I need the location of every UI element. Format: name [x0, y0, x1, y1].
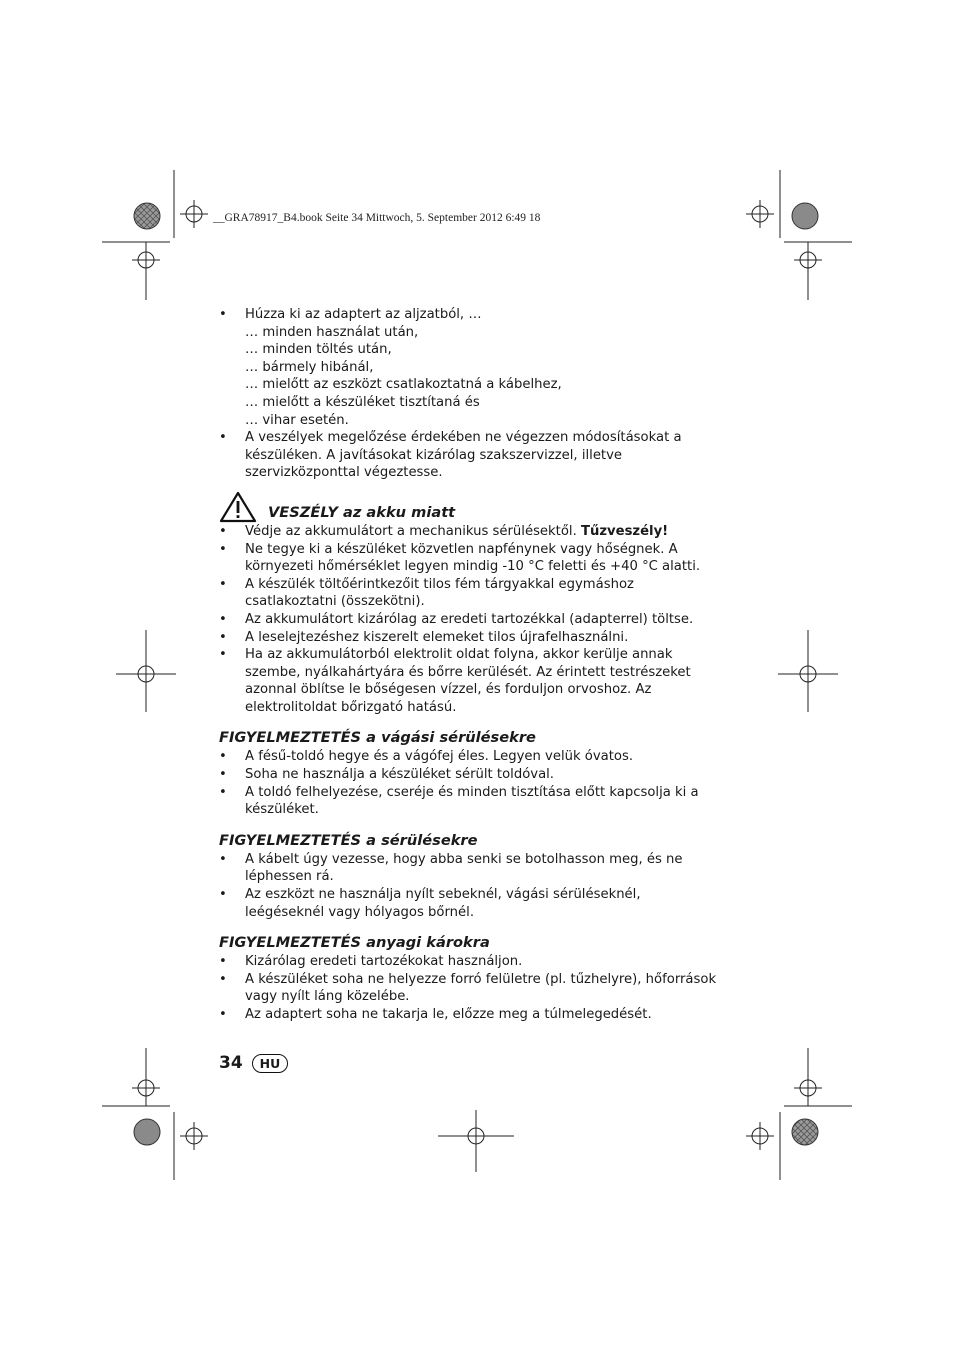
list-item: • A készüléket soha ne helyezze forró felületre (pl. tűzhelyre), hőforrások vagy nyílt láng közelébe.	[219, 971, 719, 1006]
injuries-list	[219, 851, 719, 921]
injuries-heading: FIGYELMEZTETÉS a sérülésekre	[219, 831, 478, 849]
list-item: • A készülék töltőérintkezőit tilos fém tárgyakkal egymáshoz csatlakoztatni (összekötni).	[219, 576, 719, 611]
list-item: • Ne tegye ki a készüléket közvetlen napfénynek vagy hőségnek. A környezeti hőmérséklet legyen mindig -10 °C feletti és +40 °C alatti.	[219, 541, 719, 576]
sub-line: … mielőtt a készüléket tisztítaná és	[245, 394, 480, 410]
sub-line: … bármely hibánál,	[245, 359, 374, 375]
list-item: • Ha az akkumulátorból elektrolit oldat folyna, akkor kerülje annak szembe, nyálkahártyára és bőrre kerülését. Az érintett testrészeket azonnal öblítse le bőségesen vízzel, és forduljon orvoshoz. Az elektrolitoldat bőrizgató hatású.	[219, 646, 719, 716]
sub-line: … mielőtt az eszközt csatlakoztatná a kábelhez,	[245, 377, 562, 393]
list-item: • Soha ne használja a készüléket sérült toldóval.	[219, 766, 719, 784]
list-item: • A kábelt úgy vezesse, hogy abba senki se botolhasson meg, és ne léphessen rá.	[219, 851, 719, 886]
warning-triangle-icon	[219, 491, 257, 523]
print-header-line: __GRA78917_B4.book Seite 34 Mittwoch, 5. September 2012 6:49 18	[213, 212, 541, 224]
sub-list	[245, 324, 719, 430]
list-item: • A leselejtezéshez kiszerelt elemeket tilos újrafelhasználni.	[219, 629, 719, 647]
list-item: • A fésű-toldó hegye és a vágófej éles. Legyen velük óvatos.	[219, 748, 719, 766]
sub-line: … minden töltés után,	[245, 342, 392, 358]
list-item	[219, 523, 719, 541]
cuts-heading: FIGYELMEZTETÉS a vágási sérülésekre	[219, 729, 536, 747]
language-badge: HU	[252, 1054, 289, 1073]
intro-list	[219, 306, 719, 482]
cuts-list	[219, 748, 719, 818]
safety-instructions	[219, 306, 719, 1024]
property-list	[219, 953, 719, 1023]
danger-heading: VESZÉLY az akku miatt	[268, 503, 456, 521]
list-item: • A toldó felhelyezése, cseréje és minden tisztítása előtt kapcsolja ki a készüléket.	[219, 784, 719, 819]
list-item	[219, 306, 719, 429]
fire-hazard-label: Tűzveszély!	[580, 523, 669, 539]
list-item: • Az adaptert soha ne takarja le, előzze meg a túlmelegedését.	[219, 1006, 719, 1024]
list-item-text: Védje az akkumulátort a mechanikus sérülésektől.	[245, 523, 577, 539]
sub-line: … minden használat után,	[245, 324, 419, 340]
page-footer	[219, 1053, 288, 1073]
property-heading: FIGYELMEZTETÉS anyagi károkra	[219, 934, 490, 952]
sub-line: … vihar esetén.	[245, 412, 349, 428]
list-item: • Az eszközt ne használja nyílt sebeknél, vágási sérüléseknél, leégéseknél vagy hólyagos bőrnél.	[219, 886, 719, 921]
danger-list	[219, 523, 719, 717]
list-item-text: Húzza ki az adaptert az aljzatból, …	[245, 307, 482, 322]
page-number: 34	[219, 1053, 243, 1073]
list-item: • Kizárólag eredeti tartozékokat használjon.	[219, 953, 719, 971]
danger-heading-row	[219, 491, 719, 523]
list-item: • Az akkumulátort kizárólag az eredeti tartozékkal (adapterrel) töltse.	[219, 611, 719, 629]
list-item: • A veszélyek megelőzése érdekében ne végezzen módosításokat a készüléken. A javításokat kizárólag szakszervizzel, illetve szervizközponttal végeztesse.	[219, 429, 719, 482]
